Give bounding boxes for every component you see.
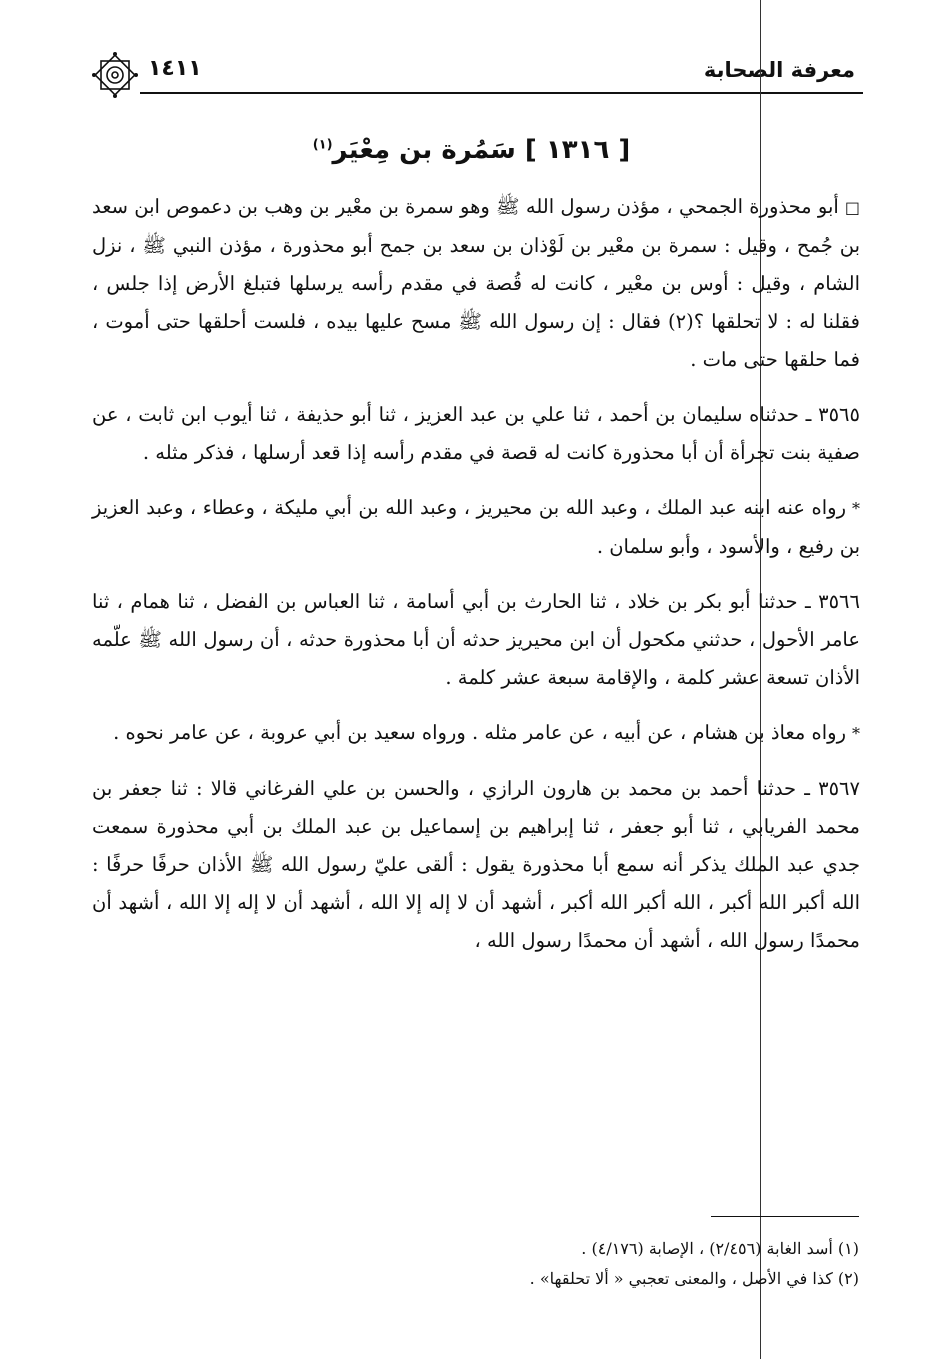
paragraph-biography	[92, 188, 860, 379]
entry-title-footnote-marker: (١)	[312, 137, 333, 153]
paragraph-narrators-1	[92, 489, 860, 566]
paragraph-hadith-3565	[92, 396, 860, 472]
footnote-1: (١) أسد الغابة (٢/٤٥٦) ، الإصابة (٤/١٧٦) .	[581, 1239, 859, 1258]
entry-title	[0, 135, 943, 165]
paragraph-text: ٣٥٦٥ ـ حدثناه سليمان بن أحمد ، ثنا علي بن عبد العزيز ، ثنا أبو حذيفة ، ثنا أيوب ابن ثابت ، عن صفية بنت تجرأة أن أبا محذورة كانت له قصة في مقدم رأسه إذا قعد أرسلها ، فذكر مثله .	[92, 403, 860, 464]
paragraph-hadith-3567	[92, 770, 860, 960]
page-number: ١٤١١	[148, 56, 202, 81]
body-text	[92, 188, 860, 977]
paragraph-text: ٣٥٦٦ ـ حدثنا أبو بكر بن خلاد ، ثنا الحارث بن أبي أسامة ، ثنا العباس بن الفضل ، ثنا همام ، ثنا عامر الأحول ، حدثني مكحول أن ابن محيريز حدثه أن أبا محذورة حدثه ، أن رسول الله ﷺ علّمه الأذان تسعة عشر كلمة ، والإقامة سبعة عشر كلمة .	[92, 590, 860, 689]
header-rule	[140, 92, 863, 94]
paragraph-text: أبو محذورة الجمحي ، مؤذن رسول الله ﷺ وهو سمرة بن معْير بن وهب بن دعموص ابن سعد بن جُمح ، وقيل : سمرة بن معْير بن لَوْذان بن سعد بن جمح أبو محذورة ، مؤذن النبي ﷺ ، نزل الشام ، وقيل : أوس بن معْير ، كانت له قُصة في مقدم رأسه يرسلها فتبلغ الأرض إذا جلس ، فقلنا له : لا تحلقها ؟(٢) فقال : إن رسول الله ﷺ مسح عليها بيده ، فلست أحلقها حتى أموت ، فما حلقها حتى مات .	[92, 195, 860, 371]
paragraph-text: رواه معاذ بن هشام ، عن أبيه ، عن عامر مثله . ورواه سعيد بن أبي عروبة ، عن عامر نحوه .	[113, 721, 846, 744]
paragraph-hadith-3566	[92, 583, 860, 697]
footnotes	[91, 1234, 859, 1294]
paragraph-marker: *	[852, 724, 860, 743]
footnote-2: (٢) كذا في الأصل ، والمعنى تعجبي « ألا تحلقها» .	[529, 1269, 859, 1288]
paragraph-narrators-2	[92, 714, 860, 753]
star-ornament-icon	[90, 50, 140, 100]
footnote-rule	[711, 1216, 859, 1217]
paragraph-text: رواه عنه ابنه عبد الملك ، وعبد الله بن محيريز ، وعبد الله بن أبي مليكة ، وعطاء ، وعبد العزيز بن رفيع ، والأسود ، وأبو سلمان .	[92, 496, 860, 558]
paragraph-text: ٣٥٦٧ ـ حدثنا أحمد بن محمد بن هارون الرازي ، والحسن بن علي الفرغاني قالا : ثنا جعفر بن محمد الفريابي ، ثنا أبو جعفر ، ثنا إبراهيم بن إسماعيل بن عبد الملك بن أبي محذورة سمعت جدي عبد الملك يذكر أنه سمع أبا محذورة يقول : ألقى عليّ رسول الله ﷺ الأذان حرفًا حرفًا : الله أكبر الله أكبر ، الله أكبر الله أكبر ، أشهد أن لا إله إلا الله ، أشهد أن لا إله إلا الله ، أشهد أن محمدًا رسول الله ، أشهد أن محمدًا رسول الله ،	[92, 777, 860, 952]
entry-title-text: [ ١٣١٦ ] سَمُرة بن مِعْيَر	[332, 135, 631, 165]
paragraph-marker: *	[852, 499, 860, 518]
running-header-title: معرفة الصحابة	[703, 58, 855, 82]
paragraph-marker: □	[844, 198, 860, 217]
